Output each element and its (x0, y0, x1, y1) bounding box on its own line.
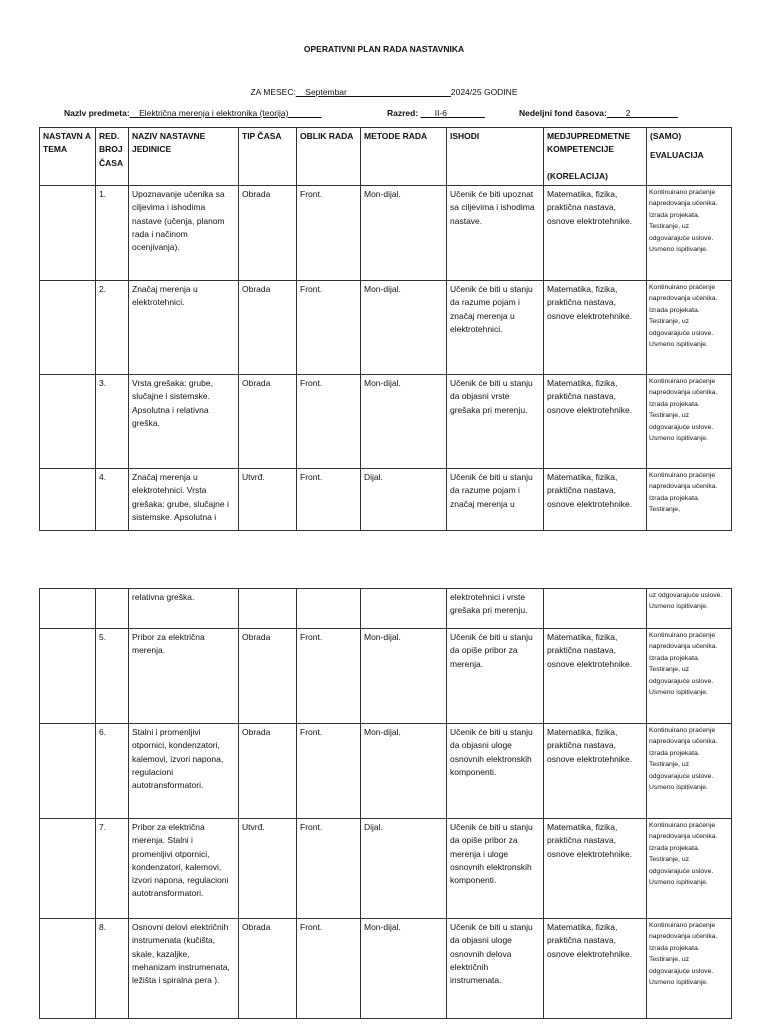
evaluation: Kontinuirano praćenje napredovanja učenika. Izrada projekata. Testiranje, (647, 469, 732, 531)
outcome: elektrotehnici i vrste grešaka pri merenju. (447, 589, 544, 629)
topic-cell (40, 281, 96, 375)
class-label: Razred: (387, 108, 419, 118)
outcome: Učenik će biti u stanju da objasni uloge osnovnih delova električnih instrumenata. (447, 919, 544, 1019)
header-competencies (544, 128, 647, 186)
unit-name: Značaj merenja u elektrotehnici. Vrsta grešaka: grube, slučajne i sistemske. Apsolutna i (129, 469, 239, 531)
subject-label: Nazlv predmeta: (64, 108, 130, 118)
month-line (0, 87, 768, 97)
lesson-number: 7. (96, 819, 129, 919)
header-competencies-subtitle: (KORELACIJA) (547, 170, 608, 181)
table-row (40, 281, 732, 375)
table-row (40, 629, 732, 724)
evaluation: Kontinuirano praćenje napredovanja učenika. Izrada projekata. Testiranje, uz odgovarajuće uslove. Usmeno ispitivanje. (647, 724, 732, 819)
evaluation: Kontinuirano praćenje napredovanja učenika. Izrada projekata. Testiranje, uz odgovarajuće uslove. Usmeno ispitivanje. (647, 375, 732, 469)
unit-name: Pribor za električna merenja. (129, 629, 239, 724)
work-method: Dijal. (361, 819, 447, 919)
competencies (544, 589, 647, 629)
table-header-row (40, 128, 732, 186)
header-lesson-type: TIP ČASA (239, 128, 297, 186)
outcome: Učenik će biti u stanju da razume pojam i značaj merenja u (447, 469, 544, 531)
work-form: Front. (297, 629, 361, 724)
header-lesson-number: RED. BROJ ČASA (96, 128, 129, 186)
work-method: Mon-dijal. (361, 186, 447, 281)
competencies: Matematika, fizika, praktična nastava, osnove elektrotehnike. (544, 724, 647, 819)
work-method: Mon-dijal. (361, 375, 447, 469)
lesson-type: Obrada (239, 919, 297, 1019)
evaluation: Kontinuirano praćenje napredovanja učenika. Izrada projekata. Testiranje, uz odgovarajuće uslove. Usmeno ispitivanje. (647, 186, 732, 281)
header-topic: NASTAVN A TEMA (40, 128, 96, 186)
header-evaluation (647, 128, 732, 186)
lesson-number: 5. (96, 629, 129, 724)
topic-cell (40, 469, 96, 531)
lesson-number (96, 589, 129, 629)
fund-label: Nedeljni fond časova: (519, 108, 607, 118)
lesson-number: 2. (96, 281, 129, 375)
school-year: 2024/25 GODINE (450, 87, 518, 97)
month-value: __Septembar______________________ (295, 87, 451, 97)
unit-name: Značaj merenja u elektrotehnici. (129, 281, 239, 375)
header-evaluation-prefix: (SAMO) (650, 131, 682, 141)
unit-name: Pribor za električna merenja. Stalni i promenljivi otpornici, kondenzatori, kalemovi, izvori napona, regulacioni autotransformatori. (129, 819, 239, 919)
lesson-type: Utvrđ. (239, 819, 297, 919)
work-method: Mon-dijal. (361, 724, 447, 819)
lesson-type: Obrada (239, 186, 297, 281)
subject-value: __Električna merenja i elektronika (teorija)_______ (129, 108, 322, 118)
table-row (40, 186, 732, 281)
table-row (40, 375, 732, 469)
work-method: Mon-dijal. (361, 629, 447, 724)
lesson-number: 6. (96, 724, 129, 819)
lesson-number: 3. (96, 375, 129, 469)
table-row (40, 724, 732, 819)
topic-cell (40, 919, 96, 1019)
fund-line (519, 108, 678, 118)
competencies: Matematika, fizika, praktična nastava, osnove elektrotehnike. (544, 919, 647, 1019)
lesson-type: Obrada (239, 629, 297, 724)
unit-name: Upoznavanje učenika sa ciljevima i ishodima nastave (učenja, planom rada i načinom ocenjivanja). (129, 186, 239, 281)
lesson-type: Obrada (239, 375, 297, 469)
evaluation: Kontinuirano praćenje napredovanja učenika. Izrada projekata. Testiranje, uz odgovarajuće uslove. Usmeno ispitivanje. (647, 281, 732, 375)
evaluation: Kontinuirano praćenje napredovanja učenika. Izrada projekata. Testiranje, uz odgovarajuće uslove. Usmeno ispitivanje. (647, 819, 732, 919)
work-method (361, 589, 447, 629)
outcome: Učenik će biti upoznat sa ciljevima i ishodima nastave. (447, 186, 544, 281)
competencies: Matematika, fizika, praktična nastava, osnove elektrotehnike. (544, 375, 647, 469)
work-form (297, 589, 361, 629)
header-unit: NAZIV NASTAVNE JEDINICE (129, 128, 239, 186)
outcome: Učenik će biti u stanju da razume pojam i značaj merenja u elektrotehnici. (447, 281, 544, 375)
lesson-number: 8. (96, 919, 129, 1019)
header-work-form: OBLIK RADA (297, 128, 361, 186)
work-form: Front. (297, 281, 361, 375)
month-label: ZA MESEC: (250, 87, 296, 97)
header-methods: METODE RADA (361, 128, 447, 186)
header-evaluation-title: EVALUACIJA (650, 150, 704, 161)
topic-cell (40, 589, 96, 629)
lesson-number: 4. (96, 469, 129, 531)
topic-cell (40, 724, 96, 819)
lesson-type (239, 589, 297, 629)
outcome: Učenik će biti u stanju da objasni vrste grešaka pri merenju. (447, 375, 544, 469)
work-form: Front. (297, 186, 361, 281)
table-row-continuation (40, 589, 732, 629)
unit-name: Osnovni delovi električnih instrumenata (kučišta, skale, kazaljke, mehanizam instrumenata, ležišta i spiralna pera ). (129, 919, 239, 1019)
table-row (40, 919, 732, 1019)
document-title: OPERATIVNI PLAN RADA NASTAVNIKA (303, 44, 465, 54)
class-value: ___II-6________ (420, 108, 485, 118)
header-competencies-title: MEDJUPREDMETNE KOMPETENCIJE (547, 131, 631, 155)
topic-cell (40, 186, 96, 281)
lesson-type: Utvrđ. (239, 469, 297, 531)
header-outcomes: ISHODI (447, 128, 544, 186)
table-row (40, 469, 732, 531)
outcome: Učenik će biti u stanju da opiše pribor za merenja. (447, 629, 544, 724)
topic-cell (40, 819, 96, 919)
subject-line (64, 108, 322, 118)
competencies: Matematika, fizika, praktična nastava, osnove elektrotehnike. (544, 281, 647, 375)
unit-name: Stalni i promenljivi otpornici, kondenzatori, kalemovi, izvori napona, regulacioni autotransformatori. (129, 724, 239, 819)
work-method: Mon-dijal. (361, 281, 447, 375)
competencies: Matematika, fizika, praktična nastava, osnove elektrotehnike. (544, 629, 647, 724)
topic-cell (40, 629, 96, 724)
fund-value: ____2__________ (606, 108, 678, 118)
topic-cell (40, 375, 96, 469)
outcome: Učenik će biti u stanju da objasni uloge osnovnih elektronskih komponenti. (447, 724, 544, 819)
evaluation: Kontinuirano praćenje napredovanja učenika. Izrada projekata. Testiranje, uz odgovarajuće uslove. Usmeno ispitivanje. (647, 629, 732, 724)
work-form: Front. (297, 724, 361, 819)
work-method: Mon-dijal. (361, 919, 447, 1019)
competencies: Matematika, fizika, praktična nastava, osnove elektrotehnike. (544, 469, 647, 531)
plan-table-page-2 (39, 588, 732, 1019)
lesson-type: Obrada (239, 724, 297, 819)
table-row (40, 819, 732, 919)
work-form: Front. (297, 819, 361, 919)
lesson-number: 1. (96, 186, 129, 281)
lesson-type: Obrada (239, 281, 297, 375)
evaluation: uz odgovarajuće uslove. Usmeno ispitivanje. (647, 589, 732, 629)
evaluation: Kontinuirano praćenje napredovanja učenika. Izrada projekata. Testiranje, uz odgovarajuće uslove. Usmeno ispitivanje. (647, 919, 732, 1019)
competencies: Matematika, fizika, praktična nastava, osnove elektrotehnike. (544, 186, 647, 281)
work-form: Front. (297, 375, 361, 469)
work-method: Dijal. (361, 469, 447, 531)
unit-name: Vrsta grešaka: grube, slučajne i sistemske. Apsolutna i relativna greška. (129, 375, 239, 469)
plan-table-page-1 (39, 127, 732, 531)
unit-name: relativna greška. (129, 589, 239, 629)
competencies: Matematika, fizika, praktična nastava, osnove elektrotehnike. (544, 819, 647, 919)
work-form: Front. (297, 919, 361, 1019)
outcome: Učenik će biti u stanju da opiše pribor za merenja i uloge osnovnih elektronskih komponenti. (447, 819, 544, 919)
work-form: Front. (297, 469, 361, 531)
class-line (387, 108, 485, 118)
